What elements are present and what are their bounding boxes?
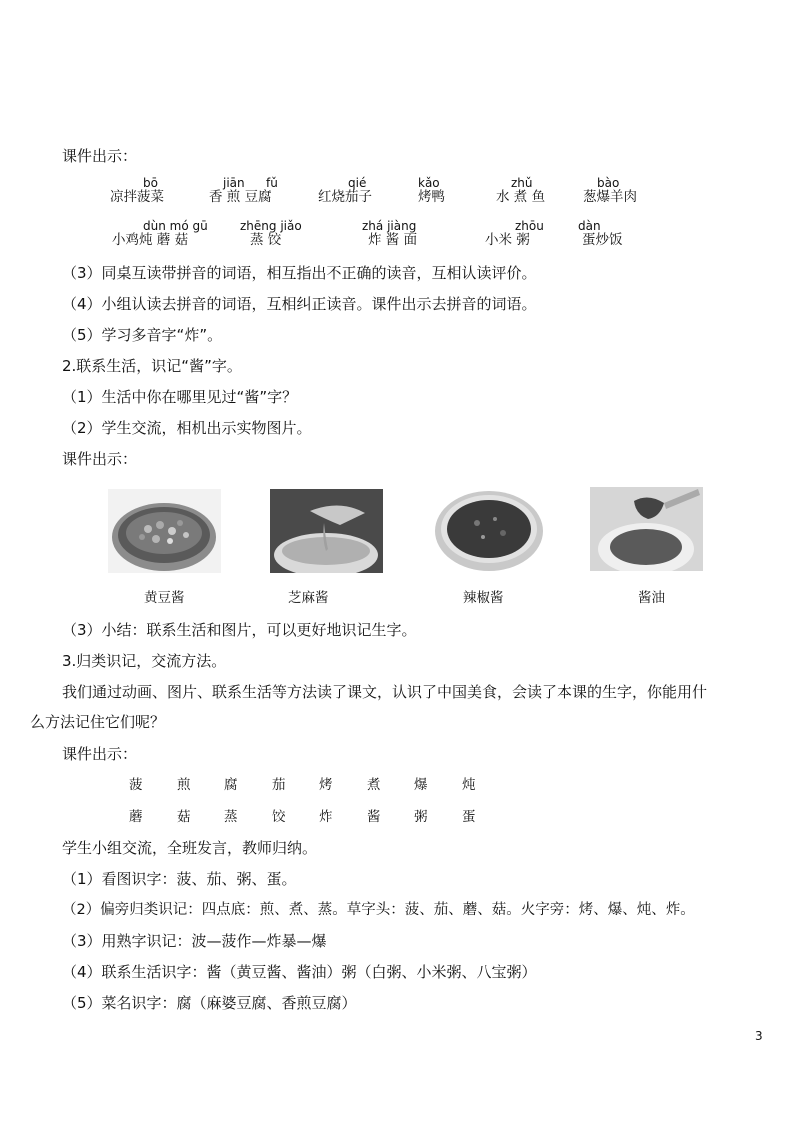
courseware-label: 课件出示： (62, 450, 138, 468)
chili-sauce-photo (433, 489, 546, 573)
char-cell: 茄 (272, 777, 286, 793)
vocab-word: 葱爆羊肉 (583, 189, 637, 205)
pinyin-bao: bào (597, 176, 620, 190)
char-cell: 炸 (319, 809, 333, 825)
paragraph: 我们通过动画、图片、联系生活等方法读了课文，认识了中国美食，会读了本课的生字，你能用什 (62, 683, 708, 701)
char-cell: 腐 (224, 777, 238, 793)
char-cell: 炖 (462, 777, 476, 793)
soybean-paste-photo (108, 489, 221, 573)
char-cell: 烤 (319, 777, 333, 793)
char-cell: 煎 (177, 777, 191, 793)
pinyin-kao: kǎo (418, 176, 440, 190)
section-heading: 2.联系生活，识记“酱”字。 (62, 357, 242, 375)
char-cell: 蒸 (224, 809, 238, 825)
vocab-word: 烤鸭 (418, 189, 445, 205)
char-cell: 煮 (367, 777, 381, 793)
vocab-word: 炸 酱 面 (368, 232, 418, 248)
paragraph: （3）用熟字识记：波—菠作—炸暴—爆 (62, 932, 327, 950)
pinyin-zhu: zhǔ (511, 176, 533, 190)
pinyin-zha-jiang: zhá jiàng (362, 219, 417, 233)
pinyin-qie: qié (348, 176, 367, 190)
paragraph: （2）学生交流，相机出示实物图片。 (62, 419, 312, 437)
soy-sauce-photo (590, 487, 703, 571)
section-heading: 3.归类识记，交流方法。 (62, 652, 227, 670)
image-caption: 酱油 (638, 590, 665, 606)
char-cell: 粥 (414, 809, 428, 825)
paragraph: （1）看图识字：菠、茄、粥、蛋。 (62, 870, 297, 888)
vocab-word: 小米 粥 (485, 232, 530, 248)
vocab-word: 香 煎 豆腐 (209, 189, 272, 205)
pinyin-jian: jiān (223, 176, 245, 190)
char-cell: 蘑 (129, 809, 143, 825)
paragraph: （4）联系生活识字：酱（黄豆酱、酱油）粥（白粥、小米粥、八宝粥） (62, 963, 537, 981)
image-caption: 芝麻酱 (288, 590, 329, 606)
vocab-word: 蛋炒饭 (582, 232, 623, 248)
pinyin-dun-mo-gu: dùn mó gū (143, 219, 208, 233)
char-cell: 蛋 (462, 809, 476, 825)
char-cell: 酱 (367, 809, 381, 825)
pinyin-zhou: zhōu (515, 219, 544, 233)
pinyin-bo: bō (143, 176, 158, 190)
char-cell: 菠 (129, 777, 143, 793)
paragraph: （4）小组认读去拼音的词语，互相纠正读音。课件出示去拼音的词语。 (62, 295, 537, 313)
vocab-word: 红烧茄子 (318, 189, 372, 205)
paragraph: （3）小结：联系生活和图片，可以更好地识记生字。 (62, 621, 417, 639)
page-number: 3 (755, 1029, 763, 1043)
char-cell: 饺 (272, 809, 286, 825)
paragraph: （5）菜名识字：腐（麻婆豆腐、香煎豆腐） (62, 994, 357, 1012)
vocab-word: 蒸 饺 (250, 232, 282, 248)
courseware-label: 课件出示： (62, 147, 138, 165)
pinyin-dan: dàn (578, 219, 601, 233)
pinyin-zheng-jiao: zhēng jiǎo (240, 219, 302, 233)
paragraph: （1）生活中你在哪里见过“酱”字？ (62, 388, 298, 406)
vocab-word: 小鸡炖 蘑 菇 (112, 232, 189, 248)
vocab-word: 凉拌菠菜 (110, 189, 164, 205)
paragraph: （5）学习多音字“炸”。 (62, 326, 223, 344)
paragraph: 么方法记住它们呢？ (30, 713, 166, 731)
char-cell: 菇 (177, 809, 191, 825)
vocab-word: 水 煮 鱼 (496, 189, 546, 205)
char-cell: 爆 (414, 777, 428, 793)
paragraph: （3）同桌互读带拼音的词语，相互指出不正确的读音，互相认读评价。 (62, 264, 537, 282)
courseware-label: 课件出示： (62, 745, 138, 763)
image-caption: 黄豆酱 (144, 590, 185, 606)
paragraph: 学生小组交流，全班发言，教师归纳。 (62, 839, 318, 857)
pinyin-fu: fǔ (266, 176, 278, 190)
sesame-paste-photo (270, 489, 383, 573)
paragraph: （2）偏旁归类识记：四点底：煎、煮、蒸。草字头：菠、茄、蘑、菇。火字旁：烤、爆、炖、炸。 (62, 902, 695, 918)
image-caption: 辣椒酱 (463, 590, 504, 606)
